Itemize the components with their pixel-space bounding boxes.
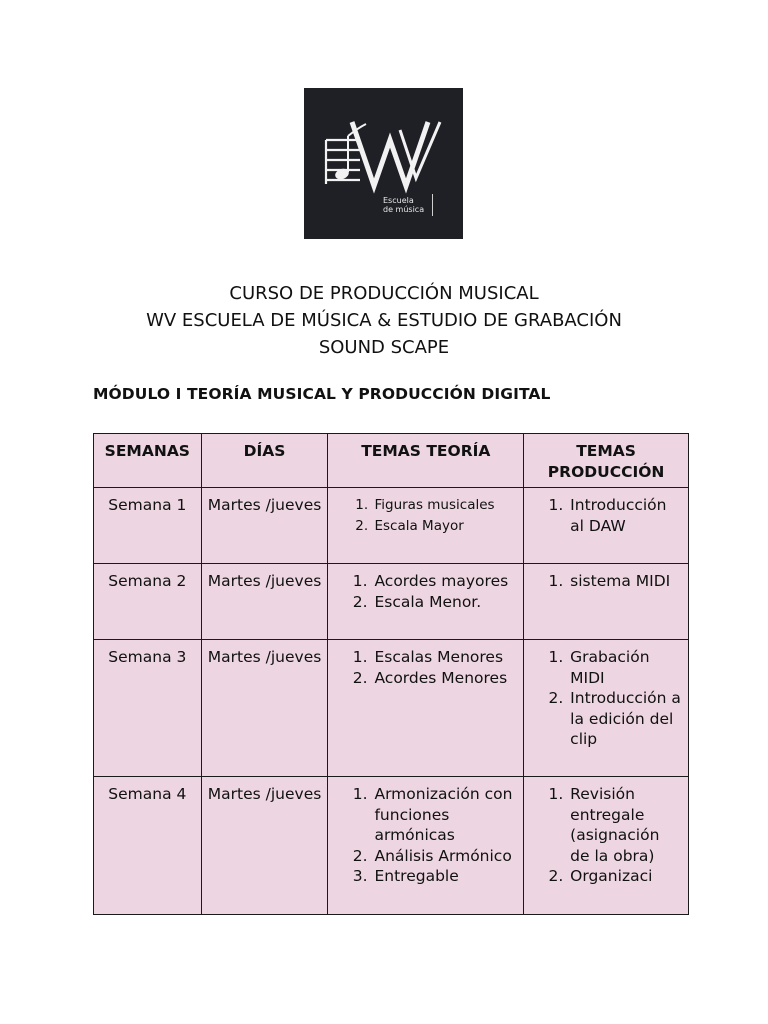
table-row	[94, 640, 689, 777]
list-item: 1. Grabación MIDI	[568, 647, 682, 688]
produccion-list	[530, 571, 682, 592]
cell-dias: Martes /jueves	[201, 777, 328, 915]
cell-dias: Martes /jueves	[201, 640, 328, 777]
list-item: 1. Figuras musicales	[372, 495, 517, 515]
cell-produccion	[524, 488, 689, 564]
cell-semana: Semana 3	[94, 640, 202, 777]
list-item: 1. sistema MIDI	[568, 571, 682, 592]
header-semanas: SEMANAS	[94, 434, 202, 488]
course-title	[0, 280, 768, 361]
teoria-list	[334, 784, 517, 887]
title-line-1: CURSO DE PRODUCCIÓN MUSICAL	[229, 283, 539, 304]
table-row	[94, 777, 689, 915]
logo-divider	[432, 194, 433, 216]
list-item: 2. Análisis Armónico	[372, 846, 517, 867]
list-item: 1. Escalas Menores	[372, 647, 517, 668]
list-item: 1. Introducción al DAW	[568, 495, 682, 536]
schedule-table	[93, 433, 689, 915]
table-header-row	[94, 434, 689, 488]
cell-teoria	[328, 640, 524, 777]
list-item: 2. Introducción a la edición del clip	[568, 688, 682, 750]
list-item: 2. Escala Menor.	[372, 592, 517, 613]
teoria-list	[334, 647, 517, 688]
list-item: 1. Acordes mayores	[372, 571, 517, 592]
cell-semana: Semana 4	[94, 777, 202, 915]
list-item: 2. Escala Mayor	[372, 516, 517, 536]
logo-caption-line1: Escuela	[383, 196, 414, 205]
title-line-3: SOUND SCAPE	[318, 337, 450, 358]
cell-produccion	[524, 640, 689, 777]
list-item: 2. Organizaci	[568, 866, 682, 887]
produccion-list	[530, 495, 682, 536]
cell-dias: Martes /jueves	[201, 488, 328, 564]
list-item: 1. Armonización con funciones armónicas	[372, 784, 517, 846]
header-temas-teoria: TEMAS TEORÍA	[328, 434, 524, 488]
cell-produccion	[524, 564, 689, 640]
cell-teoria	[328, 564, 524, 640]
table-row	[94, 488, 689, 564]
cell-teoria	[328, 777, 524, 915]
cell-produccion	[524, 777, 689, 915]
title-line-2: WV ESCUELA DE MÚSICA & ESTUDIO DE GRABACIÓN	[146, 310, 622, 331]
list-item: 2. Acordes Menores	[372, 668, 517, 689]
produccion-list	[530, 647, 682, 750]
list-item: 1. Revisión entregale (asignación de la obra)	[568, 784, 682, 866]
wv-monogram-icon	[304, 88, 463, 239]
produccion-list	[530, 784, 682, 887]
header-temas-produccion: TEMAS PRODUCCIÓN	[524, 434, 689, 488]
cell-semana: Semana 2	[94, 564, 202, 640]
header-dias: DÍAS	[201, 434, 328, 488]
logo-caption-line2: de música	[383, 205, 425, 214]
teoria-list	[334, 571, 517, 612]
school-logo	[304, 88, 463, 239]
cell-teoria	[328, 488, 524, 564]
module-title: MÓDULO I TEORÍA MUSICAL Y PRODUCCIÓN DIGITAL	[93, 385, 551, 403]
table-row	[94, 564, 689, 640]
cell-dias: Martes /jueves	[201, 564, 328, 640]
logo-caption	[383, 196, 424, 214]
cell-semana: Semana 1	[94, 488, 202, 564]
list-item: 3. Entregable	[372, 866, 517, 887]
teoria-list	[334, 495, 517, 536]
